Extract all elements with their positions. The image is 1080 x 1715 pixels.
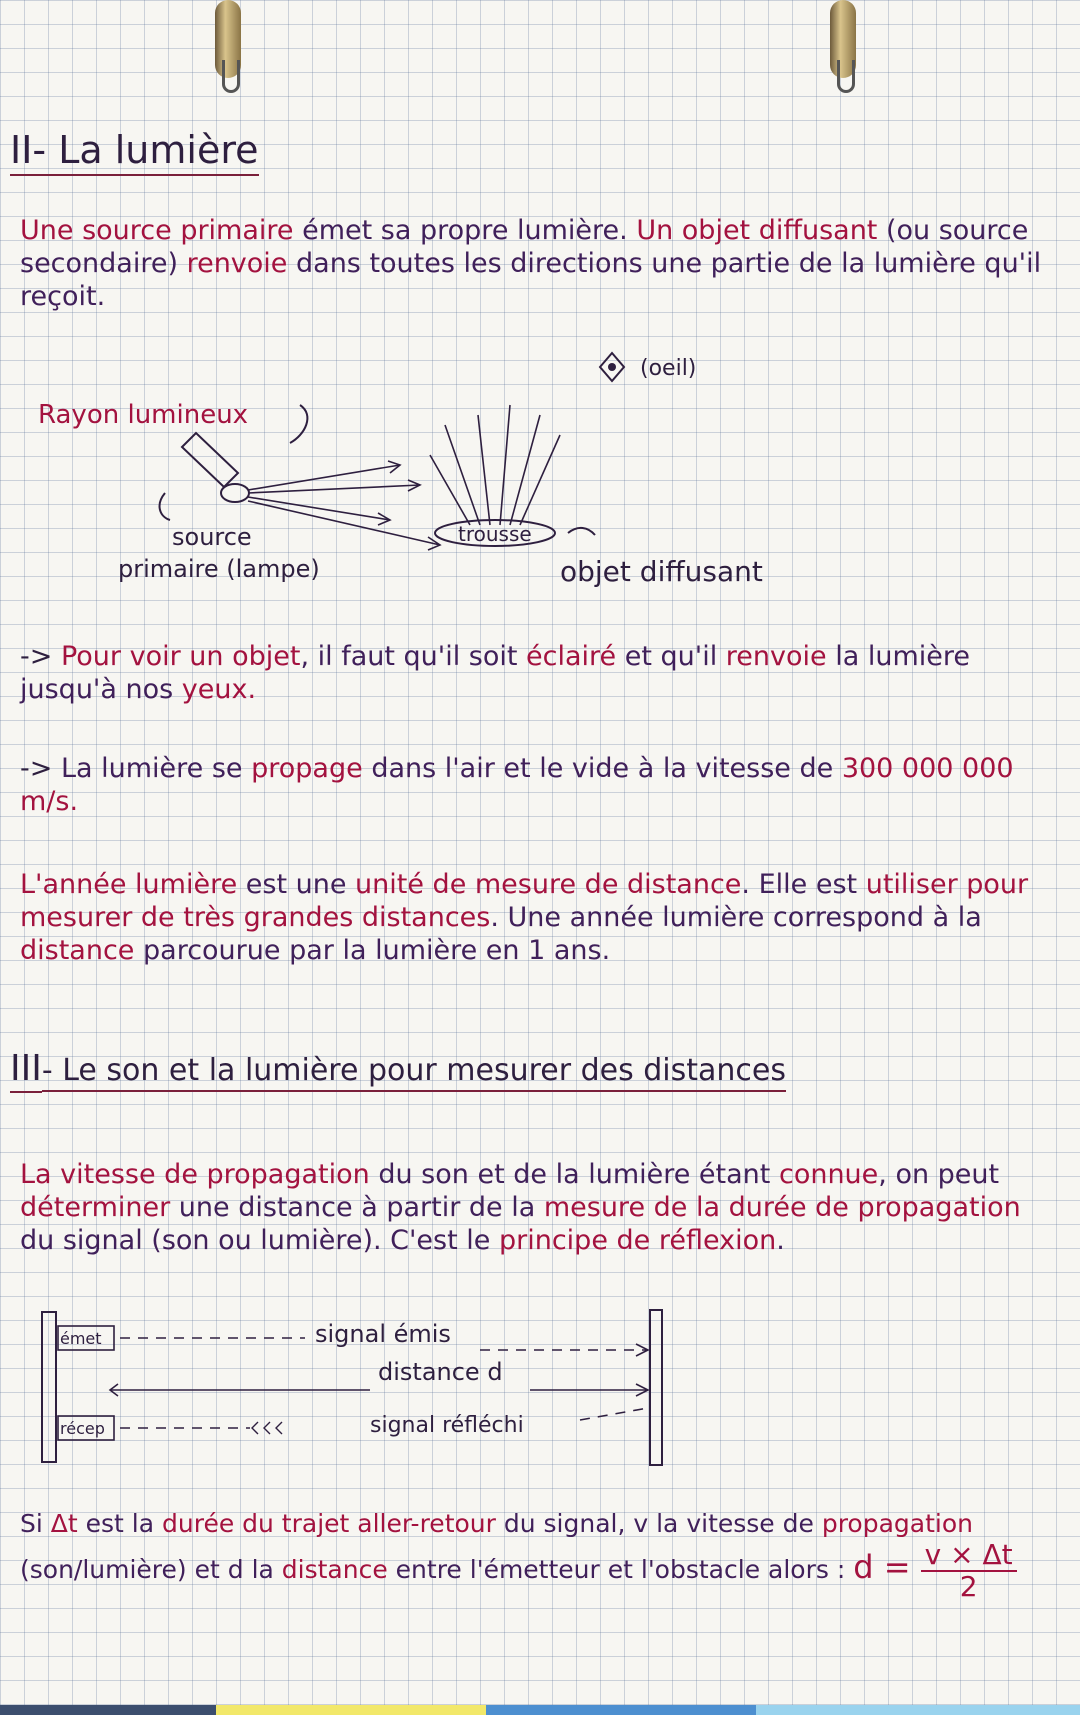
formula-d: d (853, 1548, 874, 1586)
label-rayon-lumineux: Rayon lumineux (38, 400, 249, 430)
label-distance-d: distance d (378, 1358, 503, 1386)
label-signal-emis: signal émis (315, 1320, 451, 1348)
label-primaire-lampe: primaire (lampe) (118, 555, 320, 583)
formula-numerator: v × Δt (921, 1540, 1017, 1572)
section-3-title: III- Le son et la lumière pour mesurer des distances (10, 1048, 786, 1093)
paragraph-source-primaire: Une source primaire émet sa propre lumière. Un objet diffusant (ou source secondaire) renvoie dans toutes les directions une partie de la lumière qu'il reçoit. (20, 215, 1042, 312)
label-source: source (172, 523, 252, 551)
label-emet: émet (60, 1329, 102, 1348)
lamp-icon (182, 433, 238, 487)
binder-ring-left (215, 0, 241, 78)
formula-denominator: 2 (959, 1570, 978, 1603)
label-signal-reflechi: signal réfléchi (370, 1413, 524, 1438)
paragraph-principe-reflexion: La vitesse de propagation du son et de la lumière étant connue, on peut déterminer une distance à partir de la mesure de la durée de propagation du signal (son ou lumière). C'est le principe de réflexion. (20, 1159, 1021, 1256)
label-objet-diffusant: objet diffusant (560, 555, 763, 588)
paragraph-voir-objet: -> Pour voir un objet, il faut qu'il soit éclairé et qu'il renvoie la lumière jusqu'à nos yeux. (20, 641, 970, 705)
formula-fraction (921, 1540, 1017, 1602)
paragraph-formule: Si Δt est la durée du trajet aller-retour du signal, v la vitesse de propagation (son/lumière) et d la distance entre l'émetteur et l'obstacle alors : d = $\frac{v \times \Delta t}{2}$ (20, 1508, 1060, 1602)
obstacle-wall (650, 1310, 662, 1465)
paragraph-annee-lumiere: L'année lumière est une unité de mesure de distance. Elle est utiliser pour mesurer de très grandes distances. Une année lumière correspond à la distance parcourue par la lumière en 1 ans. (20, 869, 1029, 966)
label-trousse: trousse (458, 522, 532, 546)
reflection-diagram (0, 1300, 1080, 1480)
section-2-title: II- La lumière (10, 128, 259, 176)
diffusion-diagram (0, 345, 1080, 595)
paragraph-propagation-lumiere: -> La lumière se propage dans l'air et le vide à la vitesse de 300 000 000 m/s. (20, 753, 1014, 817)
bottom-strip (0, 1705, 1080, 1715)
binder-ring-right (830, 0, 856, 78)
label-recep: récep (60, 1419, 105, 1438)
label-oeil: (oeil) (640, 356, 697, 381)
emitter-receiver-block (42, 1312, 56, 1462)
